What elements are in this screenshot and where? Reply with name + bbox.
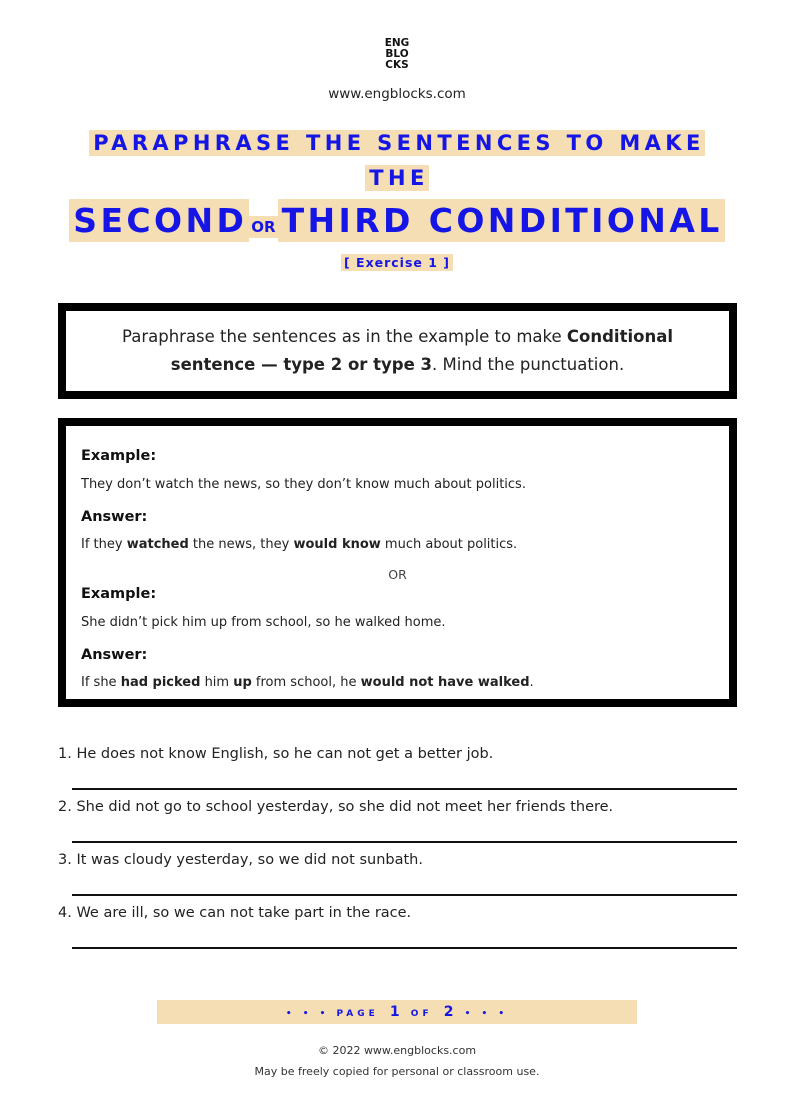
answer-label: Answer: [81,509,148,525]
footer-copyright: © 2022 www.engblocks.com [317,1044,477,1057]
logo-line: BLO [385,48,409,60]
answer-sentence: If they watched the news, they would know much about politics. [81,537,518,552]
instructions-text: Paraphrase the sentences as in the example to make Conditional sentence — type 2 or type 3. Mind the punctuation. [122,327,673,374]
example-label: Example: [81,448,157,464]
question-2: 2. She did not go to school yesterday, so she did not meet her friends there. [58,799,614,815]
pager-current: 1 [389,1004,400,1020]
title-text: THE [365,165,428,191]
question-3: 3. It was cloudy yesterday, so we did not sunbath. [58,852,423,868]
exercise-tag: [ Exercise 1 ] [341,254,453,271]
answer-line-4[interactable] [72,947,737,949]
page-indicator [157,1000,637,1024]
question-1: 1. He does not know English, so he can not get a better job. [58,746,494,762]
instructions-box [58,303,737,399]
example-box [58,418,737,707]
or-separator: OR [388,567,407,582]
pager-dots: • • • [464,1009,509,1019]
answer-sentence: If she had picked him up from school, he would not have walked. [81,675,534,690]
footer-license: May be freely copied for personal or classroom use. [254,1065,540,1078]
example-sentence: She didn’t pick him up from school, so he walked home. [81,615,446,630]
exercise-tag-line [0,252,794,271]
logo-line: ENG [384,37,410,49]
logo-line: CKS [385,59,409,71]
example-label: Example: [81,586,157,602]
title-line-2 [0,166,794,190]
pager-of-word: OF [410,1009,433,1019]
pager-page-word: PAGE [336,1009,379,1019]
question-4: 4. We are ill, so we can not take part in the race. [58,905,412,921]
engblocks-logo [380,38,414,71]
title-third-conditional: THIRD CONDITIONAL [278,199,725,242]
answer-line-3[interactable] [72,894,737,896]
pager-dots: • • • [285,1009,330,1019]
site-url: www.engblocks.com [328,86,466,102]
title-line-3 [0,201,794,240]
answer-line-2[interactable] [72,841,737,843]
title-line-1 [0,131,794,155]
title-text: PARAPHRASE THE SENTENCES TO MAKE [89,130,704,156]
example-sentence: They don’t watch the news, so they don’t know much about politics. [81,477,526,492]
pager-total: 2 [443,1004,454,1020]
answer-line-1[interactable] [72,788,737,790]
title-or: OR [251,218,276,236]
title-second: SECOND [69,199,249,242]
answer-label: Answer: [81,647,148,663]
